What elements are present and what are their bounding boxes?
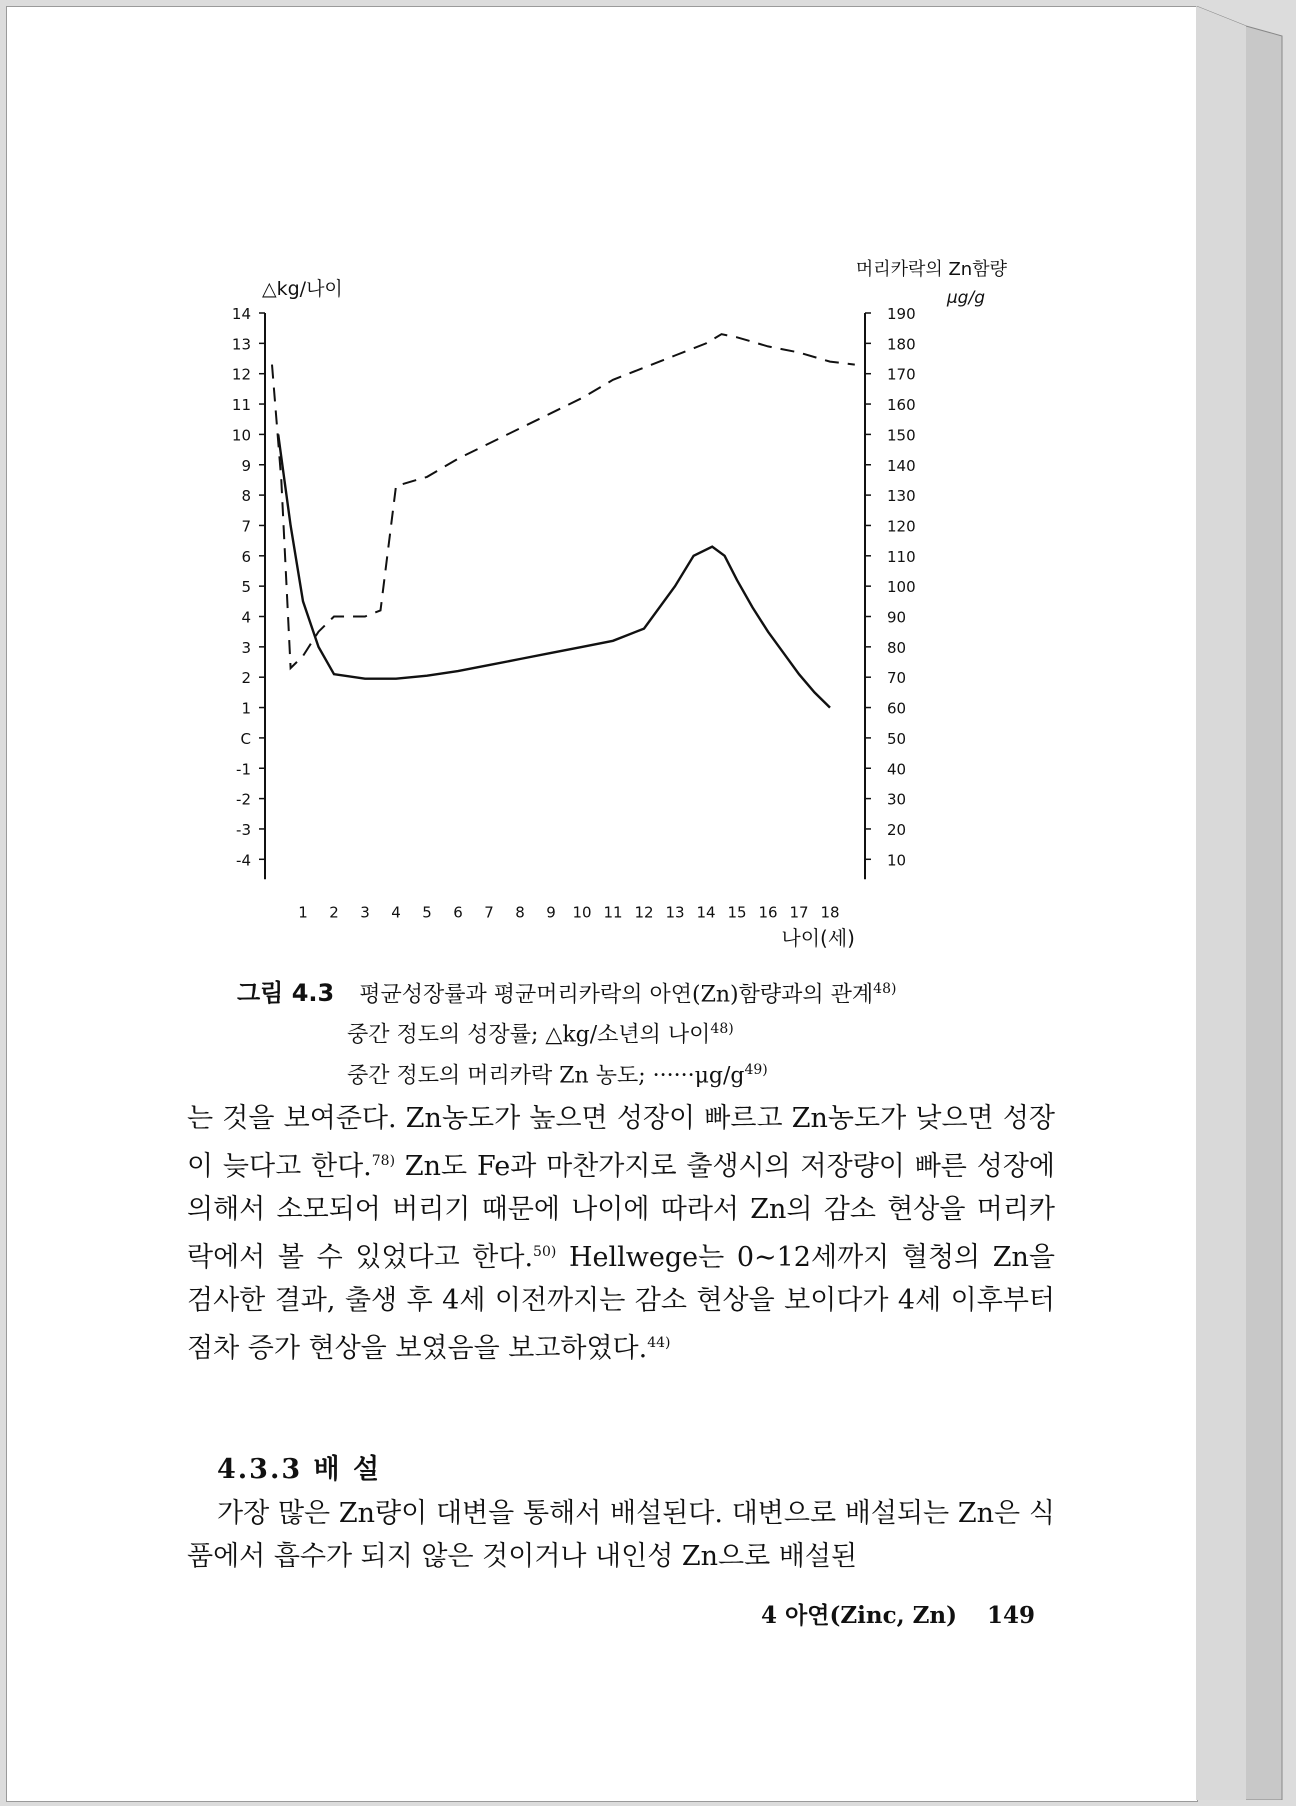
x-tick-label: 13	[665, 903, 685, 922]
caption-line1-ref: 48)	[710, 1021, 734, 1038]
right-axis-unit: μg/g	[946, 288, 985, 308]
section-paragraph: 가장 많은 Zn량이 대변을 통해서 배설된다. 대변으로 배설되는 Zn은 식품에서 흡수가 되지 않은 것이거나 내인성 Zn으로 배설된	[187, 1498, 1055, 1572]
book-page	[6, 6, 1198, 1802]
right-axis-label: 머리카락의 Zn함량	[855, 259, 1007, 280]
right-tick-label: 80	[887, 638, 907, 657]
x-tick-label: 9	[546, 903, 556, 922]
right-tick-label: 130	[887, 487, 916, 506]
left-tick-label: 9	[241, 456, 251, 475]
left-tick-label: 4	[241, 608, 251, 627]
right-tick-label: 40	[887, 760, 907, 779]
citation-50: 50)	[533, 1244, 557, 1260]
page-number: 149	[987, 1602, 1036, 1629]
right-tick-label: 190	[887, 305, 916, 323]
left-tick-label: -1	[236, 760, 251, 779]
left-axis-label: △kg/나이	[262, 278, 343, 300]
right-tick-label: 150	[887, 426, 916, 445]
zn-content-series-line	[272, 334, 855, 668]
chart-svg	[7, 7, 1197, 967]
x-tick-label: 17	[789, 903, 809, 922]
x-tick-label: 7	[484, 903, 494, 922]
section-body	[187, 1492, 1055, 1578]
paragraph-1	[187, 1097, 1055, 1370]
figure-title: 평균성장률과 평균머리카락의 아연(Zn)함량과의 관계	[359, 982, 874, 1008]
x-tick-label: 16	[758, 903, 778, 922]
x-tick-label: 6	[453, 903, 463, 922]
right-tick-label: 10	[887, 851, 907, 870]
left-tick-label: 13	[231, 335, 251, 354]
left-tick-label: 10	[231, 426, 251, 445]
x-tick-label: 8	[515, 903, 525, 922]
right-tick-label: 70	[887, 669, 907, 688]
left-tick-label: -4	[236, 851, 251, 870]
page-edge-stack	[1196, 6, 1288, 1800]
left-tick-label: 12	[231, 365, 251, 384]
left-tick-label: 7	[241, 517, 251, 536]
left-tick-label: 1	[241, 699, 251, 718]
x-tick-label: 1	[298, 903, 308, 922]
caption-line2-ref: 49)	[744, 1061, 768, 1078]
growth-rate-series-line	[278, 434, 830, 707]
paragraph-1-part-c: Hellwege는 0∼12세까지 혈청의 Zn을 검사한 결과, 출생 후 4세 이전까지는 감소 현상을 보이다가 4세 이후부터 점차 증가 현상을 보였음을 보고하였다.	[187, 1242, 1055, 1364]
paragraph-1-part-a: 는 것을 보여준다. Zn농도가 높으면 성장이 빠르고 Zn농도가 낮으면 성장이 늦다고 한다.	[187, 1103, 1055, 1182]
citation-78: 78)	[371, 1153, 396, 1169]
left-tick-label: 3	[241, 638, 251, 657]
running-footer-chapter: 4 아연(Zinc, Zn)	[761, 1602, 957, 1629]
right-tick-label: 50	[887, 729, 907, 748]
left-tick-label: 14	[231, 305, 251, 323]
caption-line2-text: 중간 정도의 머리카락 Zn 농도; ······μg/g	[347, 1062, 745, 1088]
x-tick-label: 15	[727, 903, 747, 922]
figure-label: 그림 4.3	[237, 979, 335, 1008]
x-tick-label: 18	[820, 903, 840, 922]
left-tick-label: -3	[236, 820, 251, 839]
x-tick-label: 3	[360, 903, 370, 922]
x-tick-label: 5	[422, 903, 432, 922]
figure-title-ref: 48)	[873, 981, 897, 997]
x-tick-label: 4	[391, 903, 401, 922]
x-tick-label: 10	[572, 903, 592, 922]
right-tick-label: 180	[887, 335, 916, 354]
section-heading: 4.3.3 배 설	[217, 1454, 382, 1485]
right-tick-label: 90	[887, 608, 907, 627]
right-tick-label: 160	[887, 396, 916, 415]
left-tick-label: C	[240, 729, 251, 748]
left-tick-label: 6	[241, 547, 251, 566]
body-paragraph	[187, 1097, 1055, 1370]
x-tick-label: 11	[603, 903, 623, 922]
right-tick-label: 20	[887, 820, 907, 839]
right-tick-label: 170	[887, 365, 916, 384]
paragraph-1-part-b: Zn도 Fe과 마찬가지로 출생시의 저장량이 빠른 성장에 의해서 소모되어 버리기 때문에 나이에 따라서 Zn의 감소 현상을 머리카락에서 볼 수 있었다고 한다.	[187, 1151, 1055, 1273]
right-tick-label: 110	[887, 547, 916, 566]
right-tick-label: 120	[887, 517, 916, 536]
caption-line1-text: 중간 정도의 성장률; △kg/소년의 나이	[347, 1022, 711, 1048]
figure-caption-line1	[237, 1012, 1137, 1052]
figure-chart	[7, 7, 1197, 967]
left-tick-label: 8	[241, 487, 251, 506]
x-tick-label: 2	[329, 903, 339, 922]
right-tick-label: 140	[887, 456, 916, 475]
figure-caption	[237, 972, 1137, 1093]
right-tick-label: 60	[887, 699, 907, 718]
right-tick-label: 100	[887, 578, 916, 597]
left-tick-label: 11	[231, 396, 251, 415]
figure-caption-line2	[237, 1053, 1137, 1093]
left-tick-label: 5	[241, 578, 251, 597]
right-tick-label: 30	[887, 790, 907, 809]
x-tick-label: 12	[634, 903, 654, 922]
citation-44: 44)	[647, 1335, 671, 1351]
x-tick-label: 14	[696, 903, 716, 922]
left-tick-label: 2	[241, 669, 251, 688]
page-footer	[761, 1597, 1035, 1630]
left-tick-label: -2	[236, 790, 251, 809]
x-axis-label: 나이(세)	[781, 926, 855, 950]
